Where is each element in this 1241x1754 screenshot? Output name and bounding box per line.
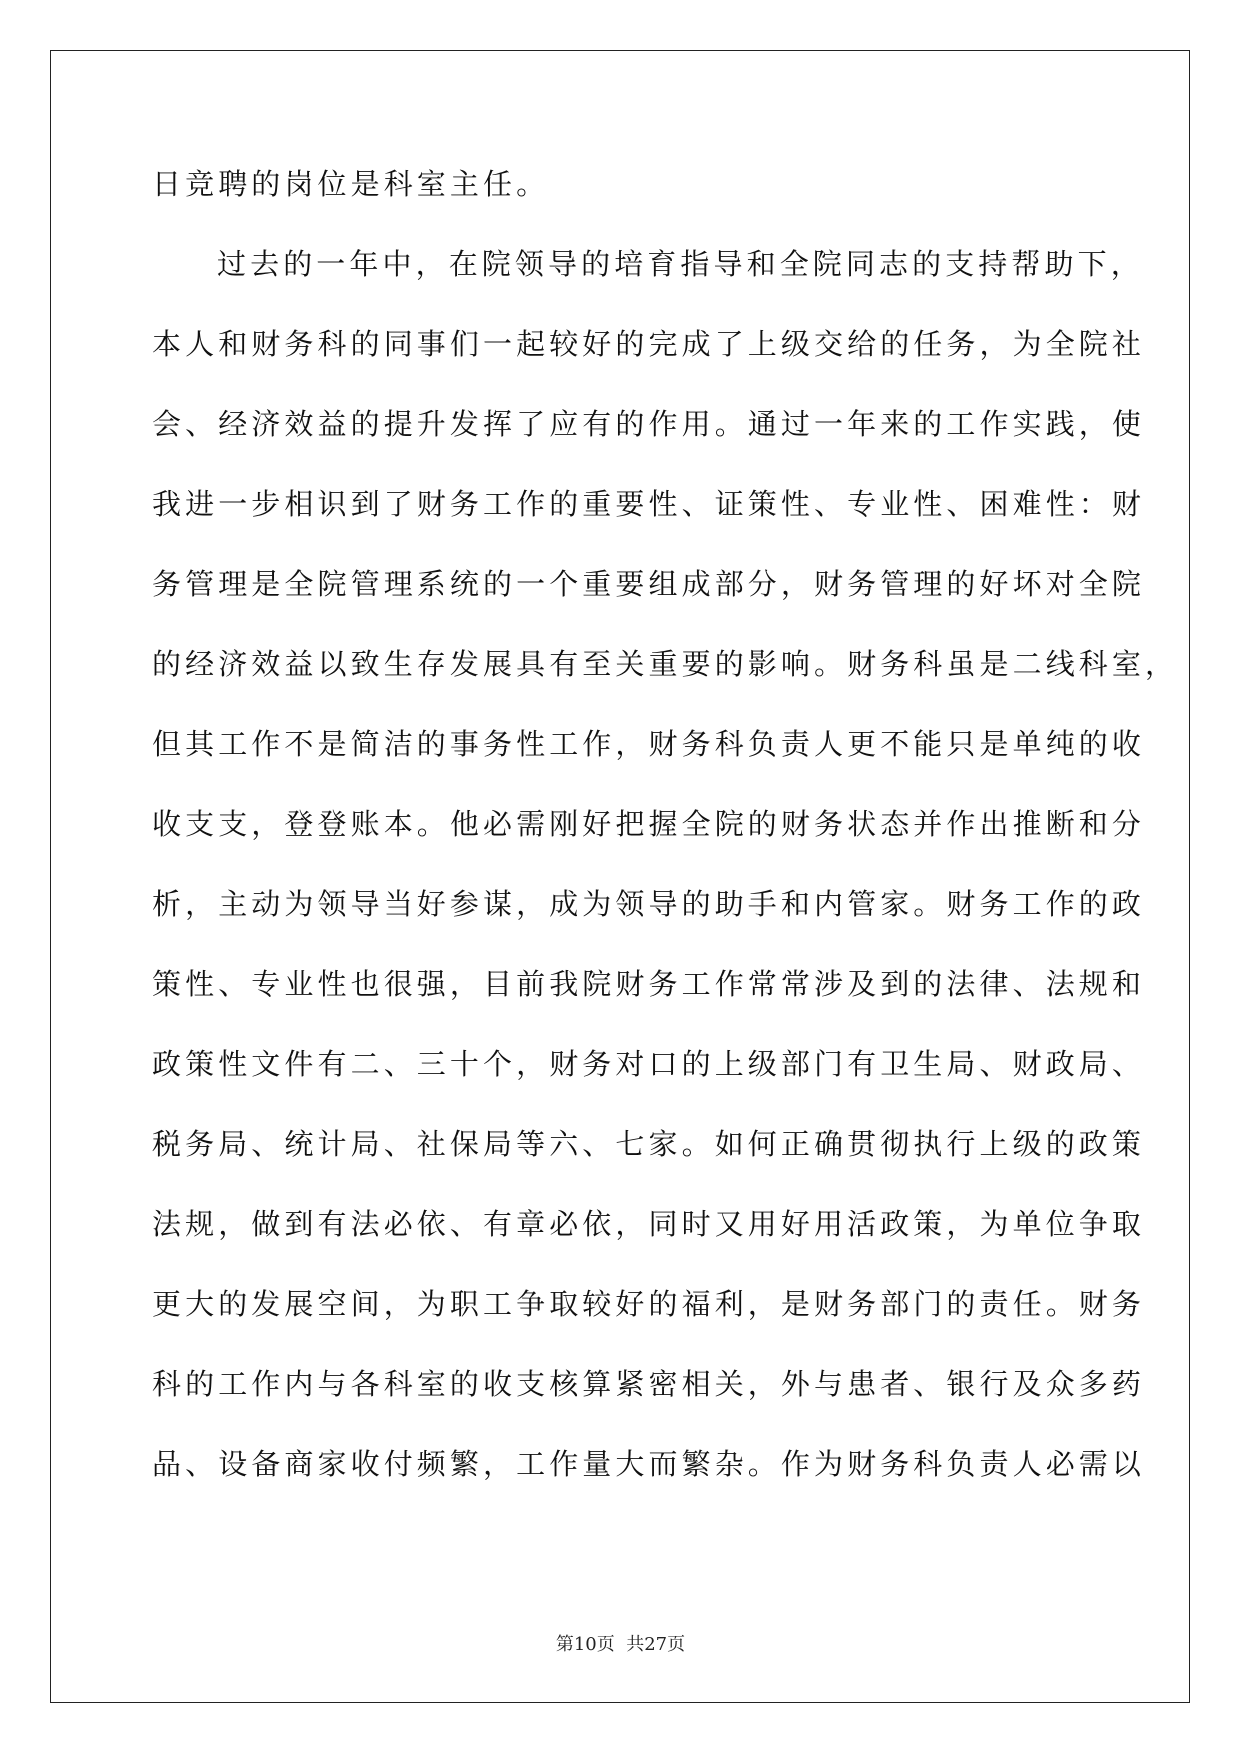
page-number-footer: 第10页 共27页 [555,1634,686,1655]
text-line: 的经济效益以致生存发展具有至关重要的影响。财务科虽是二线科室， [152,647,1179,681]
text-line: 政策性文件有二、三十个，财务对口的上级部门有卫生局、财政局、 [152,1047,1146,1081]
text-line: 法规，做到有法必依、有章必依，同时又用好用活政策，为单位争取 [152,1207,1146,1241]
text-line: 我进一步相识到了财务工作的重要性、证策性、专业性、困难性：财 [152,487,1146,521]
text-line: 更大的发展空间，为职工争取较好的福利，是财务部门的责任。财务 [152,1287,1146,1321]
text-line: 策性、专业性也很强，目前我院财务工作常常涉及到的法律、法规和 [152,967,1146,1001]
text-line: 税务局、统计局、社保局等六、七家。如何正确贯彻执行上级的政策 [152,1127,1146,1161]
text-line: 品、设备商家收付频繁，工作量大而繁杂。作为财务科负责人必需以 [152,1447,1146,1481]
text-line: 但其工作不是简洁的事务性工作，财务科负责人更不能只是单纯的收 [152,727,1146,761]
text-line: 科的工作内与各科室的收支核算紧密相关，外与患者、银行及众多药 [152,1367,1146,1401]
text-line: 析，主动为领导当好参谋，成为领导的助手和内管家。财务工作的政 [152,887,1146,921]
text-line: 本人和财务科的同事们一起较好的完成了上级交给的任务，为全院社 [152,327,1146,361]
text-line: 日竞聘的岗位是科室主任。 [152,167,550,201]
text-line: 收支支，登登账本。他必需刚好把握全院的财务状态并作出推断和分 [152,807,1146,841]
text-line: 务管理是全院管理系统的一个重要组成部分，财务管理的好坏对全院 [152,567,1146,601]
document-body [152,160,1179,1520]
text-line: 会、经济效益的提升发挥了应有的作用。通过一年来的工作实践，使 [152,407,1146,441]
paragraph-first-line: 过去的一年中，在院领导的培育指导和全院同志的支持帮助下， [217,247,1144,281]
